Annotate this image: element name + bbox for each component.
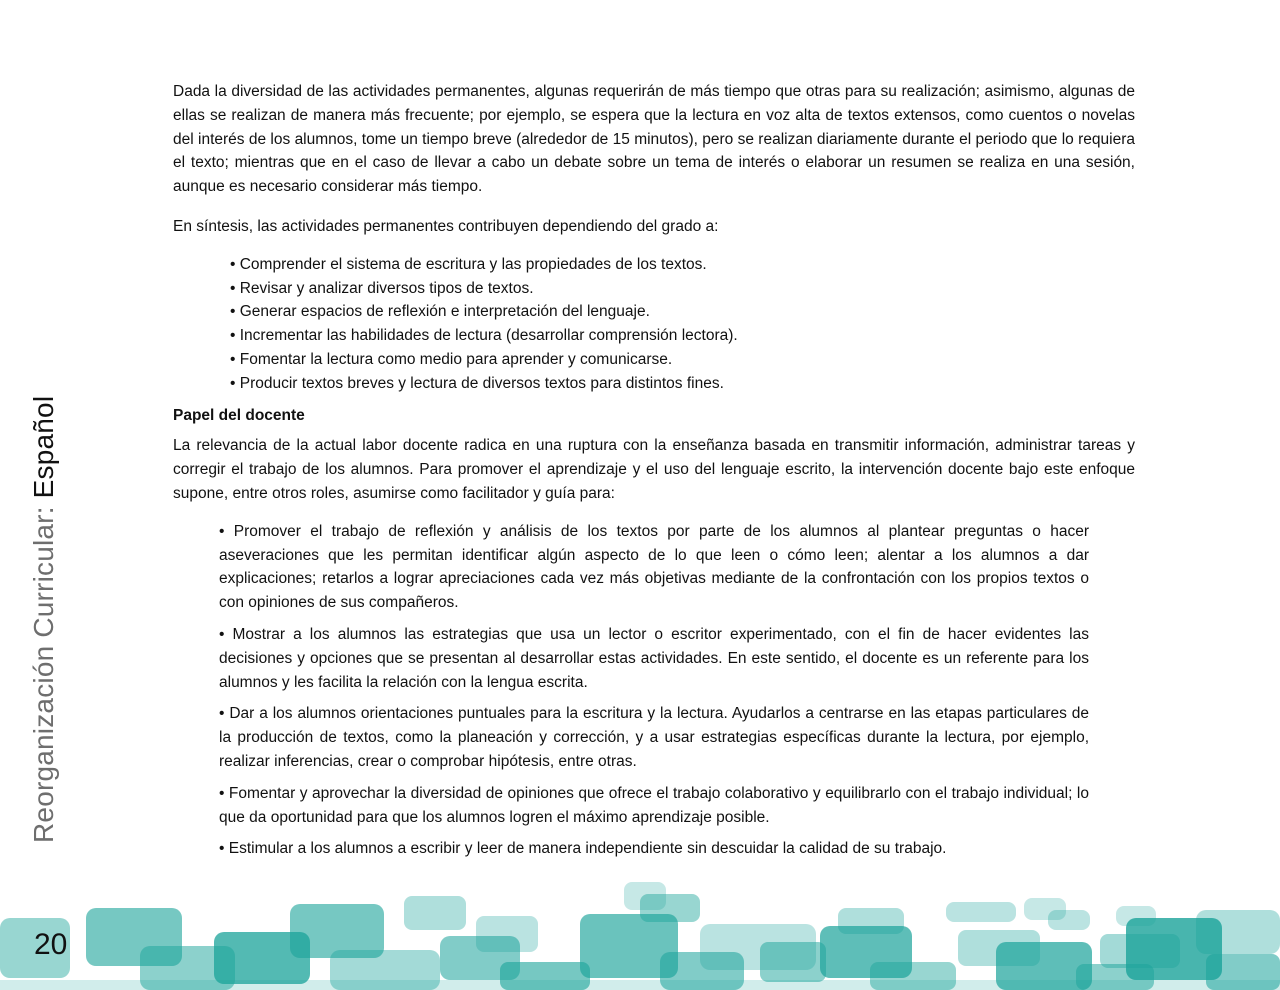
list-item: • Producir textos breves y lectura de diversos textos para distintos fines.: [230, 374, 724, 392]
decorative-footer-pattern: [0, 880, 1280, 990]
list-item: • Incrementar las habilidades de lectura (desarrollar comprensión lectora).: [230, 327, 738, 345]
list-item: • Generar espacios de reflexión e interpretación del lenguaje.: [230, 303, 650, 321]
list-item: • Comprender el sistema de escritura y las propiedades de los textos.: [230, 255, 707, 273]
synthesis-paragraph: En síntesis, las actividades permanentes contribuyen dependiendo del grado a:: [173, 217, 719, 235]
teacher-paragraph: La relevancia de la actual labor docente radica en una ruptura con la enseñanza basada en transmitir información, administrar tareas y corregir el trabajo de los alumnos. Para promover el aprendizaje y el uso del lenguaje escrito, la intervención docente bajo este enfoque supone, entre otros roles, asumirse como facilitador y guía para:: [173, 437, 1135, 502]
sidebar-title: [28, 396, 60, 843]
teacher-roles-list: [219, 520, 1089, 861]
sidebar-subject: Español: [28, 395, 59, 499]
list-item: • Mostrar a los alumnos las estrategias que usa un lector o escritor experimentado, con el fin de hacer evidentes las decisiones y opciones que se presentan al desarrollar estas actividades. En este sentido, el docente es un referente para los alumnos y les facilita la relación con la lengua escrita.: [219, 625, 1089, 691]
list-item: • Fomentar la lectura como medio para aprender y comunicarse.: [230, 350, 673, 368]
list-item: • Estimular a los alumnos a escribir y leer de manera independiente sin descuidar la calidad de su trabajo.: [219, 840, 947, 858]
sidebar-label: Reorganización Curricular:: [28, 498, 59, 843]
section-heading: Papel del docente: [173, 406, 305, 424]
list-item: • Revisar y analizar diversos tipos de textos.: [230, 279, 534, 297]
list-item: • Fomentar y aprovechar la diversidad de opiniones que ofrece el trabajo colaborativo y equilibrarlo con el trabajo individual; lo que da oportunidad para que los alumnos logren el máximo aprendizaje posible.: [219, 784, 1089, 826]
page-number: 20: [34, 928, 68, 961]
main-content: [173, 80, 1135, 869]
intro-paragraph: Dada la diversidad de las actividades permanentes, algunas requerirán de más tiempo que otras para su realización; asimismo, algunas de ellas se realizan de manera más frecuente; por ejemplo, se espera que la lectura en voz alta de textos extensos, como cuentos o novelas del interés de los alumnos, tome un tiempo breve (alrededor de 15 minutos), pero se realizan diariamente durante el periodo que lo requiera el texto; mientras que en el caso de llevar a cabo un debate sobre un tema de interés o elaborar un resumen se realiza en una sesión, aunque es necesario considerar más tiempo.: [173, 83, 1135, 196]
synthesis-bullet-list: [230, 253, 1135, 396]
list-item: • Dar a los alumnos orientaciones puntuales para la escritura y la lectura. Ayudarlos a centrarse en las etapas particulares de la producción de textos, como la planeación y corrección, y a usar estrategias específicas durante la lectura, por ejemplo, realizar inferencias, crear o comprobar hipótesis, entre otras.: [219, 705, 1089, 770]
list-item: • Promover el trabajo de reflexión y análisis de los textos por parte de los alumnos al plantear preguntas o hacer aseveraciones que les permitan identificar algún aspecto de lo que leen o cómo leen; alentar a los alumnos a dar explicaciones; retarlos a lograr apreciaciones cada vez más objetivas mediante de la confrontación con los propios textos o con opiniones de sus compañeros.: [219, 522, 1089, 612]
